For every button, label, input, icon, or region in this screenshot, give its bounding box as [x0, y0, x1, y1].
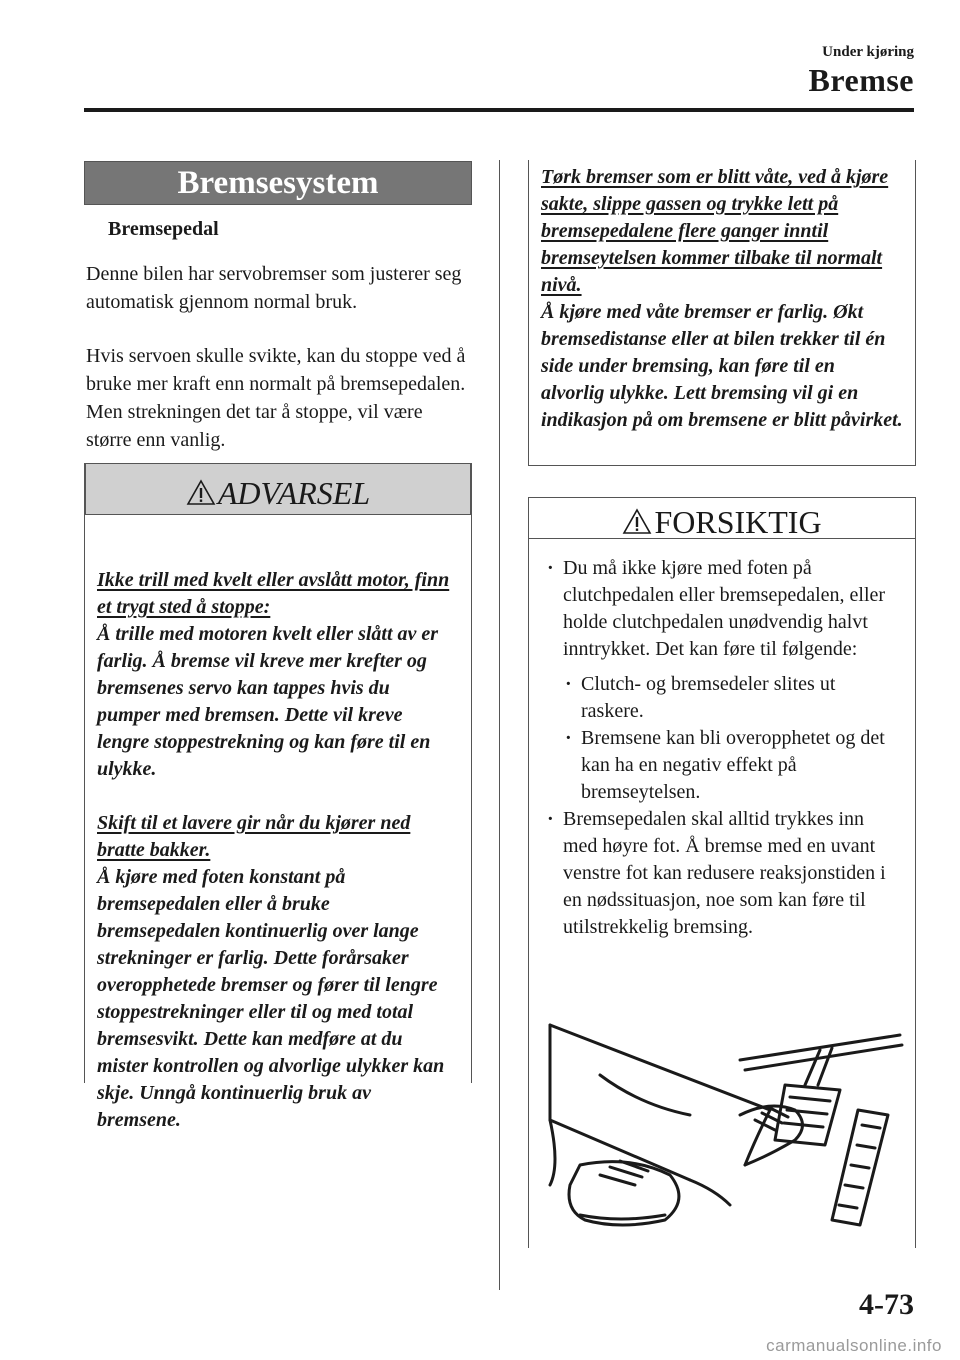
warning-triangle-icon [622, 508, 652, 535]
foot-on-pedals-illustration [540, 1015, 910, 1245]
subheading: Bremsepedal [108, 218, 219, 240]
advarsel-label: ADVARSEL [217, 474, 371, 511]
forsiktig-sub-bullet-1: · Clutch- og bremsedeler slites ut raskere. [561, 671, 903, 725]
section-banner: Bremsesystem [84, 161, 472, 205]
watermark: carmanualsonline.info [766, 1336, 942, 1355]
advarsel-block-2 [97, 810, 453, 1134]
warning-triangle-icon [186, 479, 216, 506]
forsiktig-body [529, 539, 915, 941]
column-divider [499, 160, 500, 1290]
forsiktig-header [529, 498, 915, 539]
wet-brakes-text: Å kjøre med våte bremser er farlig. Økt bremsedistanse eller at bilen trekker til én side under bremsing, kan føre til en alvorlig ulykke. Lett bremsing vil gi en indikasjon på om bremsene er blitt påvirket. [541, 301, 903, 431]
header-title: Bremse [808, 62, 914, 98]
advarsel-box [84, 463, 472, 1131]
paragraph-servo-failure: Hvis servoen skulle svikte, kan du stoppe ved å bruke mer kraft enn normalt på bremsepedalen. Men strekningen det tar å stoppe, vil være større enn vanlig. [86, 345, 466, 451]
forsiktig-sub-bullet-2: · Bremsene kan bli overopphetet og det kan ha en negativ effekt på bremseytelsen. [561, 725, 903, 806]
advarsel-header [85, 463, 471, 515]
advarsel-block-1 [97, 567, 453, 783]
advarsel-block-1-text: Å trille med motoren kvelt eller slått av er farlig. Å bremse vil kreve mer krefter og bremsenes servo kan tappes hvis du pumper med bremsen. Dette vil kreve lengre stoppestrekning og kan føre til en ulykke. [97, 623, 439, 780]
wet-brakes-warning-continued [528, 160, 916, 466]
advarsel-block-2-text: Å kjøre med foten konstant på bremsepedalen eller å bruke bremsepedalen kontinuerlig over lange strekninger er farlig. Dette forårsaker overopphetede bremser og fører til lengre stoppestrekninger eller til og med total bremsesvikt. Dette kan medføre at du mister kontrollen og alvorlige ulykker kan skje. Unngå kontinuerlig bruk av bremsene. [97, 866, 445, 1131]
forsiktig-bullet-1: · Du må ikke kjøre med foten på clutchpedalen eller bremsepedalen, eller holde clutchpedalen unødvendig halvt inntrykket. Det kan føre til følgende: [543, 555, 903, 663]
advarsel-block-2-heading: Skift til et lavere gir når du kjører ned bratte bakker. [97, 812, 411, 861]
advarsel-block-1-heading: Ikke trill med kvelt eller avslått motor, finn et trygt sted å stoppe: [97, 569, 450, 618]
forsiktig-label: FORSIKTIG [654, 503, 822, 540]
page-number: 4-73 [859, 1288, 914, 1321]
advarsel-body [85, 515, 471, 1134]
paragraph-servo: Denne bilen har servobremser som justerer seg automatisk gjennom normal bruk. [86, 263, 462, 313]
wet-brakes-heading: Tørk bremser som er blitt våte, ved å kjøre sakte, slippe gassen og trykke lett på bremsepedalene flere ganger inntil bremseytelsen kommer tilbake til normalt nivå. [541, 166, 889, 296]
forsiktig-bullet-2: · Bremsepedalen skal alltid trykkes inn med høyre fot. Å bremse med en uvant venstre fot kan redusere reaksjonstiden i en nødssituasjon, noe som kan føre til utilstrekkelig bremsing. [543, 806, 903, 941]
header-section-label: Under kjøring [822, 44, 914, 60]
wet-brakes-body [529, 160, 915, 434]
header-rule [84, 108, 914, 112]
